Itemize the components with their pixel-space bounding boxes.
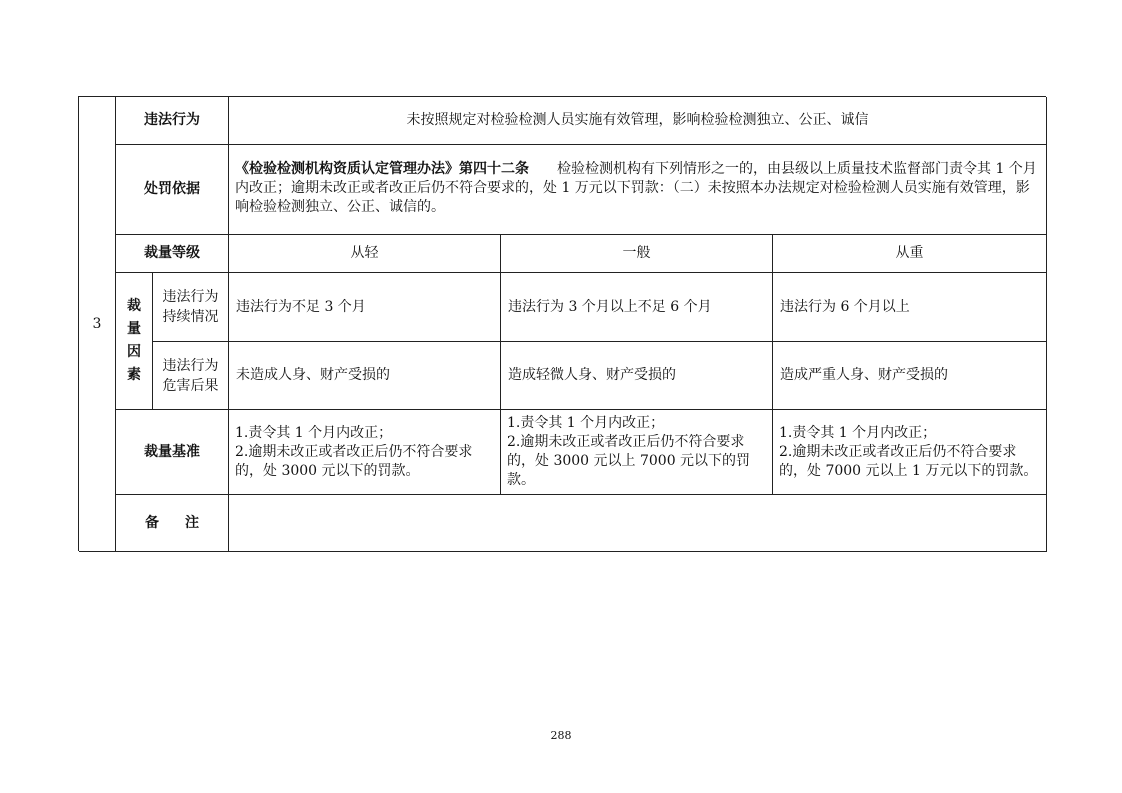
factors-label-char-2: 量 xyxy=(127,321,141,337)
levels-label: 裁量等级 xyxy=(116,235,229,273)
basis-label: 处罚依据 xyxy=(116,145,229,235)
remarks-label xyxy=(116,495,229,552)
sequence-number: 3 xyxy=(79,97,116,552)
remarks-label-text: 备注 xyxy=(145,514,225,531)
factors-label-char-4: 素 xyxy=(127,367,141,383)
factors-label xyxy=(116,273,153,410)
remarks-text xyxy=(229,495,1047,552)
duration-label-line-1: 违法行为 xyxy=(162,289,219,305)
harm-label xyxy=(153,342,229,410)
standard-normal-line-3: 的，处 3000 元以上 7000 元以下的罚款。 xyxy=(507,453,751,488)
basis-content xyxy=(229,145,1047,235)
standard-normal-line-2: 2.逾期未改正或者改正后仍不符合要求 xyxy=(507,434,745,450)
duration-normal: 违法行为 3 个月以上不足 6 个月 xyxy=(501,273,773,342)
discretion-table xyxy=(78,96,1046,551)
harm-normal: 造成轻微人身、财产受损的 xyxy=(501,342,773,410)
level-heavy: 从重 xyxy=(773,235,1047,273)
standard-heavy-line-3: 的，处 7000 元以上 1 万元以下的罚款。 xyxy=(779,462,1038,479)
duration-heavy: 违法行为 6 个月以上 xyxy=(773,273,1047,342)
standard-heavy-line-1: 1.责令其 1 个月内改正； xyxy=(779,424,937,441)
standard-normal-line-1: 1.责令其 1 个月内改正； xyxy=(507,415,665,431)
standard-light-line-2: 2.逾期未改正或者改正后仍不符合要求 xyxy=(235,443,473,460)
standard-light-line-1: 1.责令其 1 个月内改正； xyxy=(235,424,393,441)
harm-heavy: 造成严重人身、财产受损的 xyxy=(773,342,1047,410)
page-number: 288 xyxy=(550,729,572,742)
duration-label-line-2: 持续情况 xyxy=(162,309,219,325)
duration-label xyxy=(153,273,229,342)
level-normal: 一般 xyxy=(501,235,773,273)
standard-label: 裁量基准 xyxy=(116,410,229,495)
factors-label-char-3: 因 xyxy=(127,344,141,360)
standard-light-line-3: 的，处 3000 元以下的罚款。 xyxy=(235,462,420,479)
violation-text: 未按照规定对检验检测人员实施有效管理，影响检验检测独立、公正、诚信 xyxy=(229,97,1047,145)
violation-label: 违法行为 xyxy=(116,97,229,145)
harm-light: 未造成人身、财产受损的 xyxy=(229,342,501,410)
duration-light: 违法行为不足 3 个月 xyxy=(229,273,501,342)
harm-label-line-1: 违法行为 xyxy=(162,357,219,374)
basis-text: 检验检测机构有下列情形之一的，由县级以上质量技术监督部门责令其 1 个月内改正；逾期未改正或者改正后仍不符合要求的，处 1 万元以下罚款：（二）未按照本办法规定对检验检测人员实施有效管理，影响检验检测独立、公正、诚信的。 xyxy=(235,161,1037,215)
factors-label-char-1: 裁 xyxy=(127,298,141,314)
standard-light xyxy=(229,410,501,495)
basis-law-title: 《检验检测机构资质认定管理办法》第四十二条 xyxy=(235,161,529,177)
standard-normal xyxy=(501,410,773,495)
standard-heavy-line-2: 2.逾期未改正或者改正后仍不符合要求 xyxy=(779,443,1017,460)
harm-label-line-2: 危害后果 xyxy=(162,377,219,394)
standard-heavy xyxy=(773,410,1047,495)
level-light: 从轻 xyxy=(229,235,501,273)
